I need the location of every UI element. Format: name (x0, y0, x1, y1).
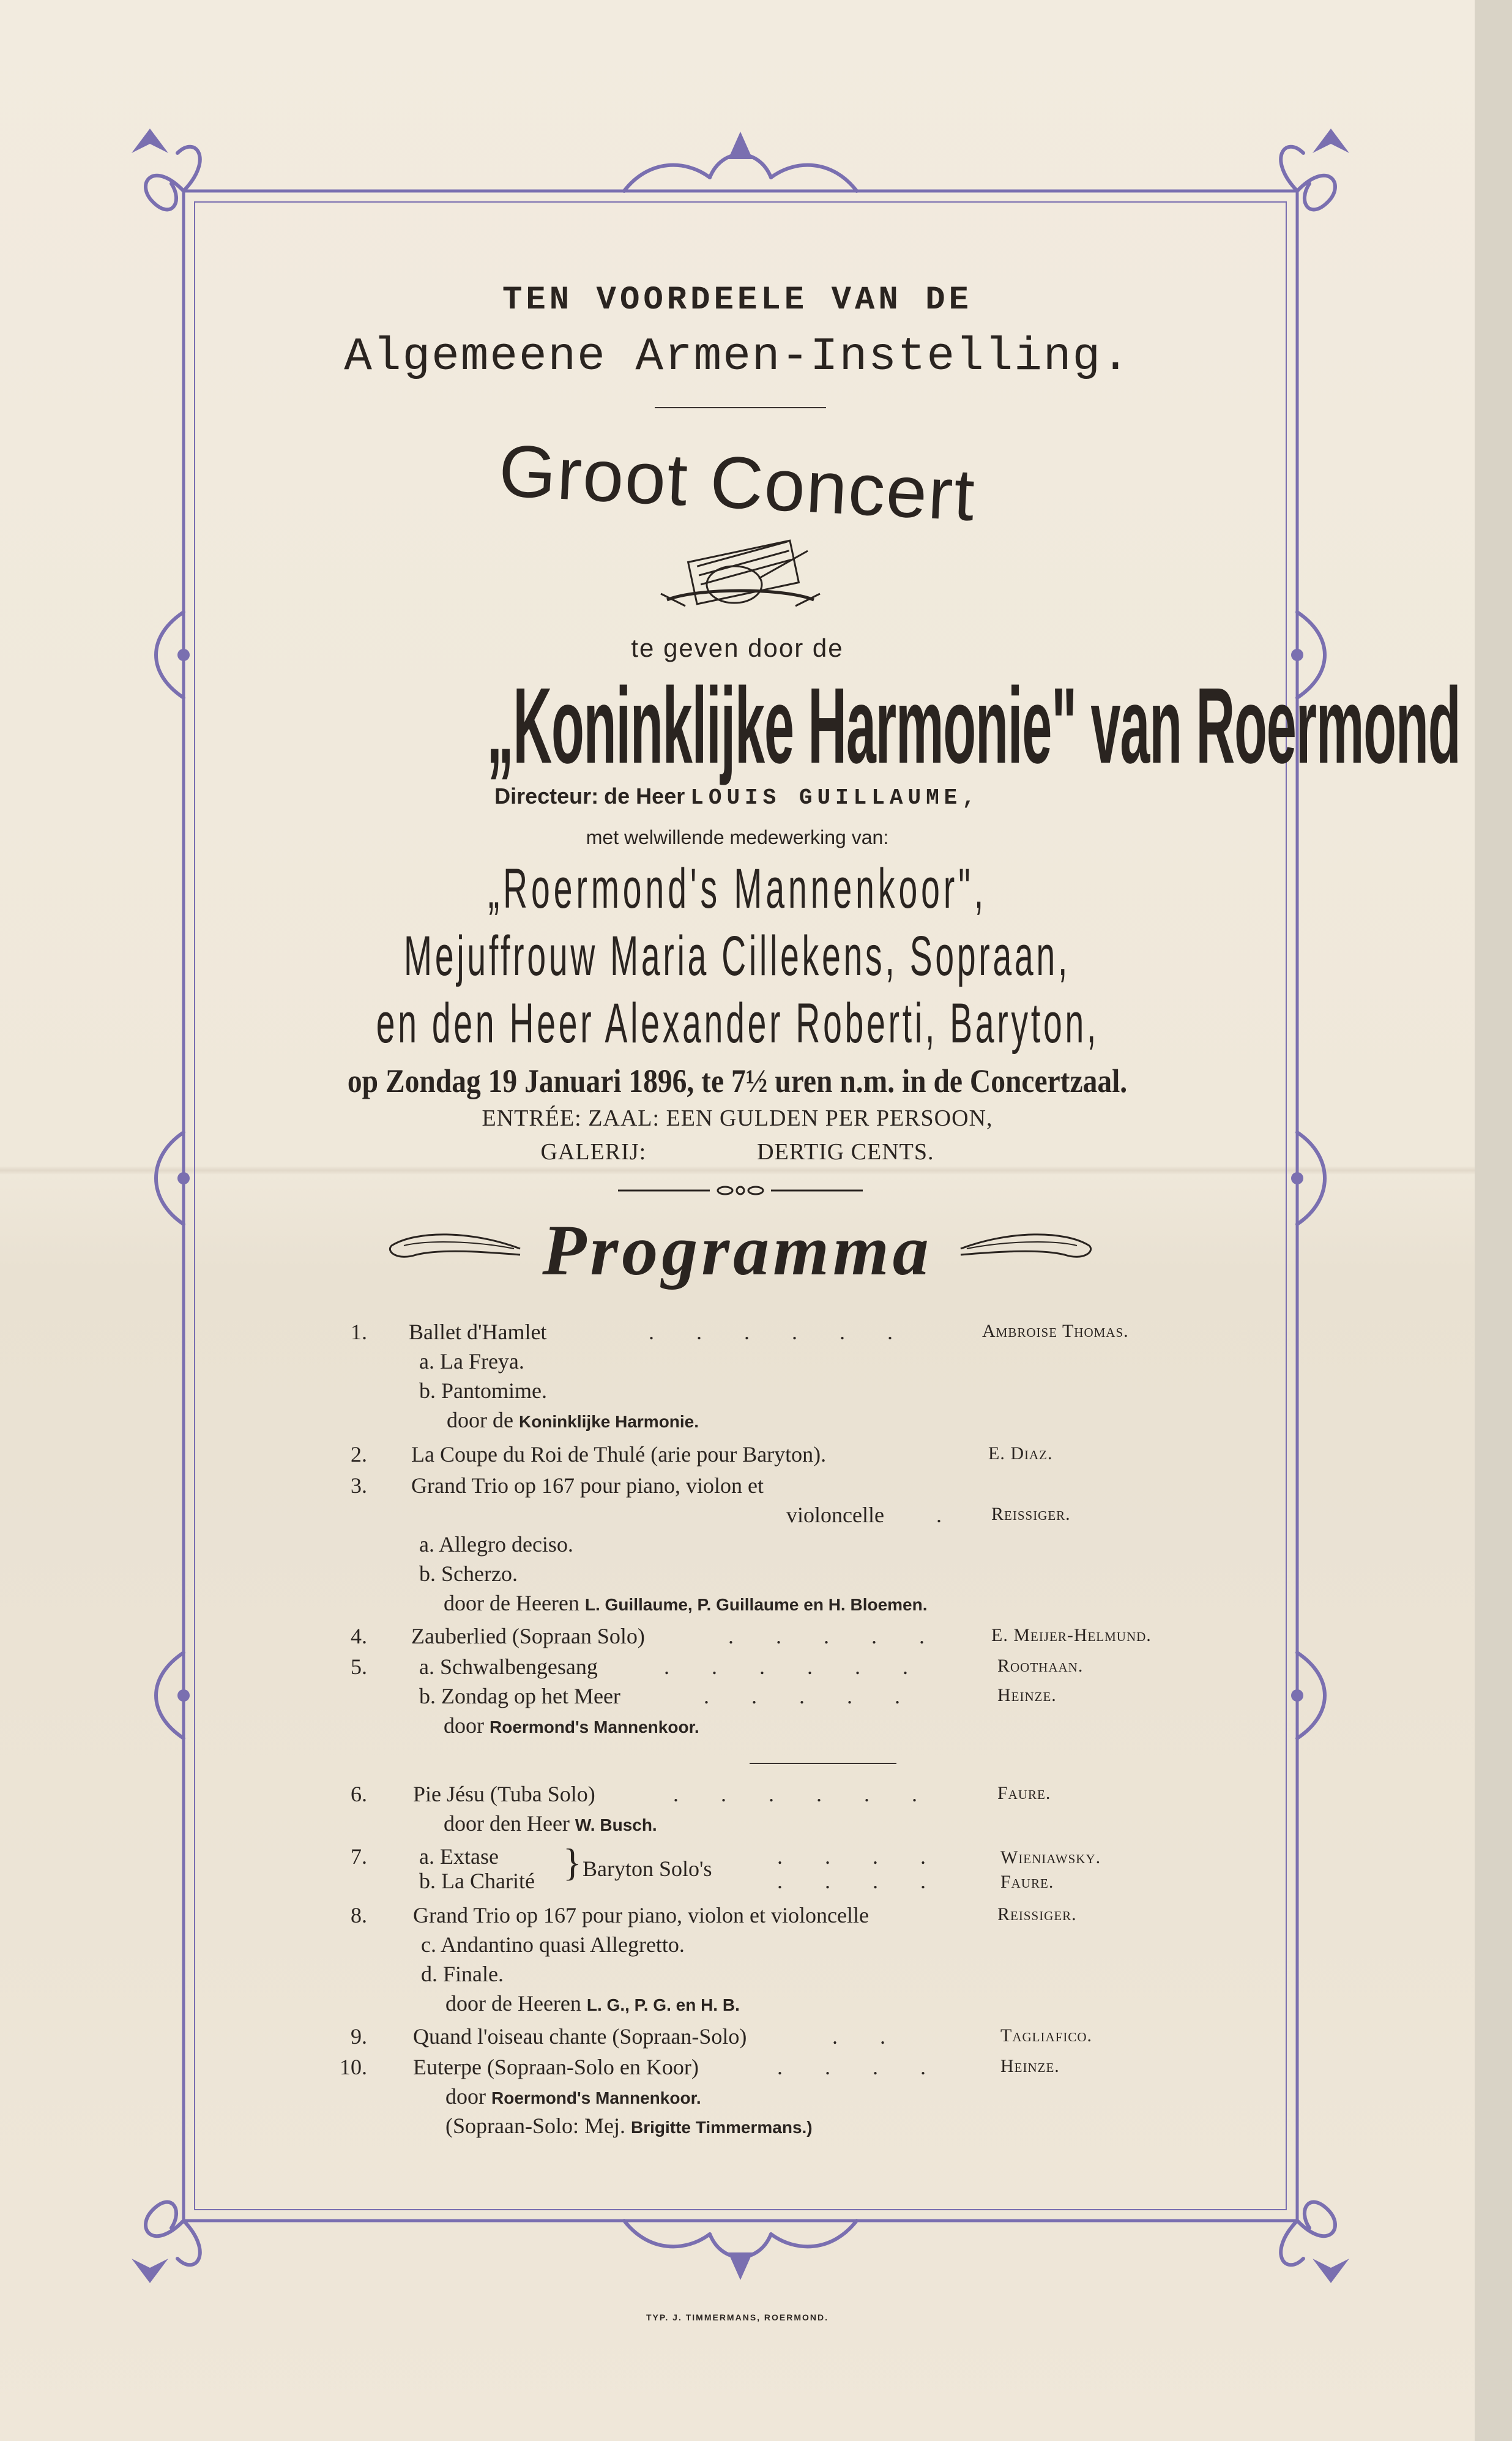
item-title: Pie Jésu (Tuba Solo) (413, 1782, 595, 1806)
guest-line-2: Mejuffrouw Maria Cillekens, Sopraan, (404, 925, 1071, 987)
item-sub-d: d. Finale. (421, 1962, 504, 1986)
entry-line-1: ENTRÉE: ZAAL: EEN GULDEN PER PERSOON, (482, 1105, 993, 1131)
concert-title: Groot Concert (497, 429, 978, 537)
director-line (0, 783, 1475, 810)
programma-title: Programma (542, 1210, 933, 1290)
performer-name: L. G., P. G. en H. B. (586, 1995, 740, 2014)
item-performer-line (444, 1713, 699, 1738)
cooperation-line: met welwillende medewerking van: (586, 826, 889, 848)
item-note-line (445, 2113, 813, 2139)
guest-line-1: „Roermond's Mannenkoor", (488, 858, 987, 920)
item-performer-line (445, 2084, 701, 2109)
item-title: Euterpe (Sopraan-Solo en Koor) (413, 2055, 699, 2079)
header-rule (655, 407, 826, 408)
guest-line-2-row (0, 924, 1475, 989)
music-instruments-icon (649, 526, 832, 618)
performer-name: Koninklijke Harmonie. (518, 1412, 699, 1431)
leader-dots: . . . . . . (673, 1782, 936, 1806)
leader-dots: . . . . . (728, 1624, 943, 1648)
item-title: Ballet d'Hamlet (409, 1320, 547, 1344)
item-number: 10. (340, 2055, 367, 2079)
director-label: Directeur: (494, 783, 599, 809)
program-intermission-rule (750, 1763, 896, 1764)
item-sub-a: a. Allegro deciso. (419, 1532, 573, 1557)
date-line-row (0, 1062, 1475, 1100)
item-composer: Faure. (997, 1783, 1051, 1803)
director-name: LOUIS GUILLAUME, (690, 785, 980, 810)
item-number: 4. (351, 1624, 367, 1648)
item-composer: Reissiger. (991, 1504, 1071, 1524)
item-number: 1. (351, 1320, 367, 1344)
item-composer: E. Meijer-Helmund. (991, 1625, 1152, 1645)
item-composer: Ambroise Thomas. (982, 1321, 1129, 1341)
note-prefix: (Sopraan-Solo: Mej. (445, 2114, 625, 2138)
brace-glyph: } (563, 1841, 582, 1884)
director-text: de Heer (604, 783, 685, 809)
item-composer-a: Wieniawsky. (1000, 1847, 1101, 1867)
item-sub-b: b. Pantomime. (419, 1378, 547, 1403)
performer-prefix: door de Heeren (445, 1991, 581, 2016)
performer-prefix: door (445, 2084, 486, 2109)
subtitle: te geven door de (631, 634, 844, 662)
header-line1: TEN VOORDEELE VAN DE (502, 282, 973, 319)
right-scroll-ornament (955, 1218, 1101, 1273)
performer-name: Roermond's Mannenkoor. (490, 1718, 699, 1736)
date-line: op Zondag 19 Januari 1896, te 7½ uren n.m. in de Concertzaal. (347, 1063, 1128, 1099)
band-name: „Koninklijke Harmonie" van Roermond (486, 666, 1461, 786)
item-number: 5. (351, 1654, 367, 1679)
entry-gallery-price: DERTIG CENTS. (757, 1139, 934, 1165)
item-number: 9. (351, 2024, 367, 2049)
item-title: Quand l'oiseau chante (Sopraan-Solo) (413, 2024, 747, 2049)
guest-line-3: en den Heer Alexander Roberti, Baryton, (376, 992, 1099, 1055)
item-title: Grand Trio op 167 pour piano, violon et (411, 1473, 764, 1498)
leader-dot: . (936, 1503, 942, 1527)
leader-dots: . . . . . . (664, 1654, 926, 1679)
item-sub-b: b. Scherzo. (419, 1561, 518, 1586)
item-title: Grand Trio op 167 pour piano, violon et violoncelle (413, 1903, 869, 1927)
performer-name: Roermond's Mannenkoor. (491, 2088, 701, 2107)
item-sub-b: b. Zondag op het Meer (419, 1684, 620, 1708)
leader-dots: . . . . . . (649, 1320, 911, 1344)
item-performer-line (444, 1811, 657, 1836)
note-name: Brigitte Timmermans.) (630, 2118, 813, 2137)
item-composer: Heinze. (1000, 2056, 1060, 2076)
performer-prefix: door (444, 1713, 484, 1738)
item-title: Baryton Solo's (583, 1856, 712, 1881)
item-composer: Reissiger. (997, 1904, 1077, 1924)
guest-line-3-row (0, 992, 1475, 1056)
item-performer-line (445, 1991, 740, 2016)
item-composer-b: Faure. (1000, 1872, 1054, 1892)
performer-name: L. Guillaume, P. Guillaume en H. Bloemen. (584, 1595, 928, 1614)
item-composer: Tagliafico. (1000, 2025, 1092, 2046)
performer-prefix: door de Heeren (444, 1591, 579, 1615)
item-performer-line (447, 1407, 699, 1433)
item-sub-b: b. La Charité (419, 1869, 535, 1893)
item-title: La Coupe du Roi de Thulé (arie pour Baryton). (411, 1442, 827, 1467)
leader-dots: . . . . (777, 1844, 944, 1869)
leader-dots: . . . . (777, 1869, 944, 1893)
header-line2: Algemeene Armen-Instelling. (344, 331, 1131, 383)
item-number: 3. (351, 1473, 367, 1498)
item-number: 6. (351, 1782, 367, 1806)
item-sub-a: a. Schwalbengesang (419, 1654, 598, 1679)
band-name-row (0, 664, 1475, 787)
item-number: 8. (351, 1903, 367, 1927)
performer-prefix: door de (447, 1408, 513, 1432)
leader-dots: . . (832, 2024, 904, 2049)
item-title: Zauberlied (Sopraan Solo) (411, 1624, 645, 1648)
item-performer-line (444, 1590, 928, 1616)
item-sub-a: a. La Freya. (419, 1349, 524, 1374)
leader-dots: . . . . . (704, 1684, 918, 1708)
performer-name: W. Busch. (575, 1815, 657, 1834)
item-sub-c: c. Andantino quasi Allegretto. (421, 1932, 685, 1957)
entry-line-2 (0, 1138, 1475, 1165)
item-number: 2. (351, 1442, 367, 1467)
printer-credit: TYP. J. TIMMERMANS, ROERMOND. (646, 2312, 829, 2322)
item-composer: E. Diaz. (988, 1443, 1053, 1463)
item-sub-a: a. Extase (419, 1844, 499, 1869)
item-number: 7. (351, 1844, 367, 1869)
ornamental-divider (618, 1184, 863, 1197)
entry-gallery-label: GALERIJ: (540, 1139, 647, 1165)
leader-dots: . . . . (777, 2055, 944, 2079)
item-title-cont: violoncelle (786, 1503, 884, 1527)
item-composer-a: Roothaan. (997, 1656, 1084, 1676)
guest-line-1-row (0, 857, 1475, 921)
item-composer-b: Heinze. (997, 1685, 1057, 1705)
performer-prefix: door den Heer (444, 1811, 570, 1836)
